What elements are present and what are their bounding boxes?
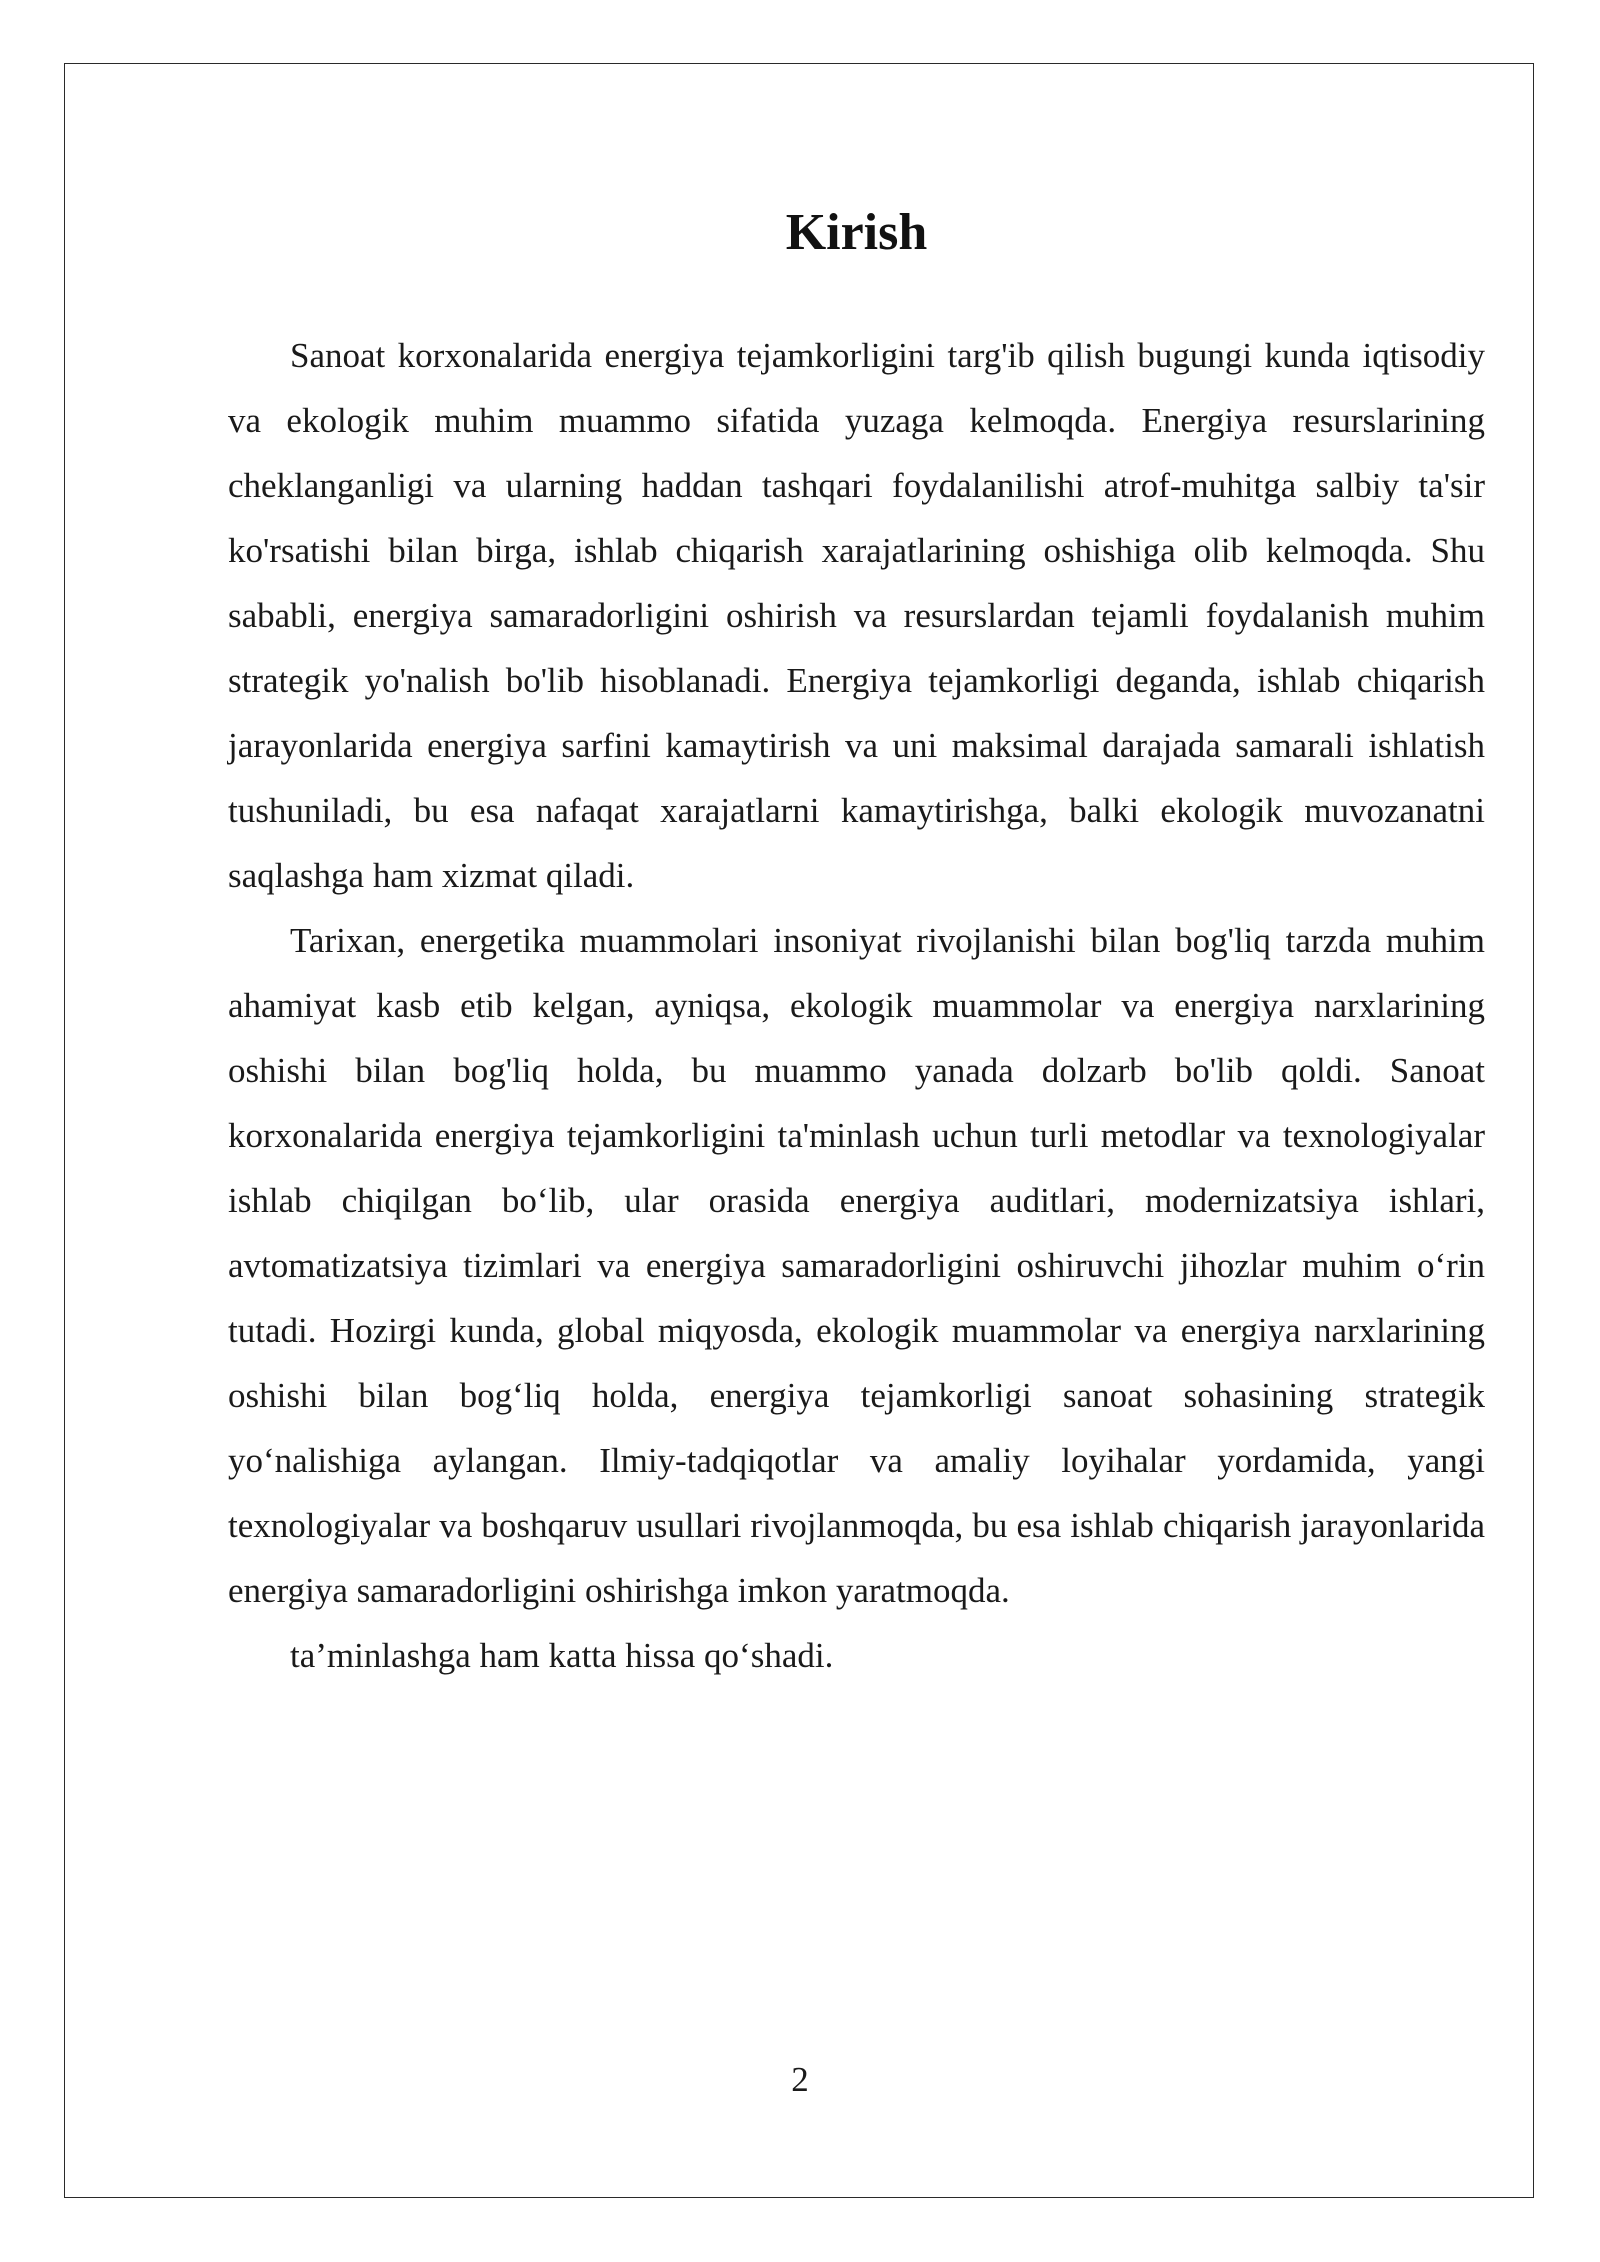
paragraph-2: Tarixan, energetika muammolari insoniyat rivojlanishi bilan bog'liq tarzda muhim ahamiyat kasb etib kelgan, ayniqsa, ekologik muammolar va energiya narxlarining oshishi bilan bog'liq holda, bu muammo yanada dolzarb bo'lib qoldi. Sanoat korxonalarida energiya tejamkorligini ta'minlash uchun turli metodlar va texnologiyalar ishlab chiqilgan bo‘lib, ular orasida energiya auditlari, modernizatsiya ishlari, avtomatizatsiya tizimlari va energiya samaradorligini oshiruvchi jihozlar muhim o‘rin tutadi. Hozirgi kunda, global miqyosda, ekologik muammolar va energiya narxlarining oshishi bilan bog‘liq holda, energiya tejamkorligi sanoat sohasining strategik yo‘nalishiga aylangan. Ilmiy-tadqiqotlar va amaliy loyihalar yordamida, yangi texnologiyalar va boshqaruv usullari rivojlanmoqda, bu esa ishlab chiqarish jarayonlarida energiya samaradorligini oshirishga imkon yaratmoqda.: [228, 921, 1485, 1610]
document-body: [228, 190, 1485, 1688]
paragraph-1: Sanoat korxonalarida energiya tejamkorligini targ'ib qilish bugungi kunda iqtisodiy va ekologik muhim muammo sifatida yuzaga kelmoqda. Energiya resurslarining cheklanganligi va ularning haddan tashqari foydalanilishi atrof-muhitga salbiy ta'sir ko'rsatishi bilan birga, ishlab chiqarish xarajatlarining oshishiga olib kelmoqda. Shu sababli, energiya samaradorligini oshirish va resurslardan tejamli foydalanish muhim strategik yo'nalish bo'lib hisoblanadi. Energiya tejamkorligi deganda, ishlab chiqarish jarayonlarida energiya sarfini kamaytirish va uni maksimal darajada samarali ishlatish tushuniladi, bu esa nafaqat xarajatlarni kamaytirishga, balki ekologik muvozanatni saqlashga ham xizmat qiladi.: [228, 336, 1485, 895]
page-number: 2: [791, 2060, 809, 2099]
paragraph-3: ta’minlashga ham katta hissa qo‘shadi.: [290, 1636, 834, 1675]
page-title: Kirish: [785, 204, 928, 261]
